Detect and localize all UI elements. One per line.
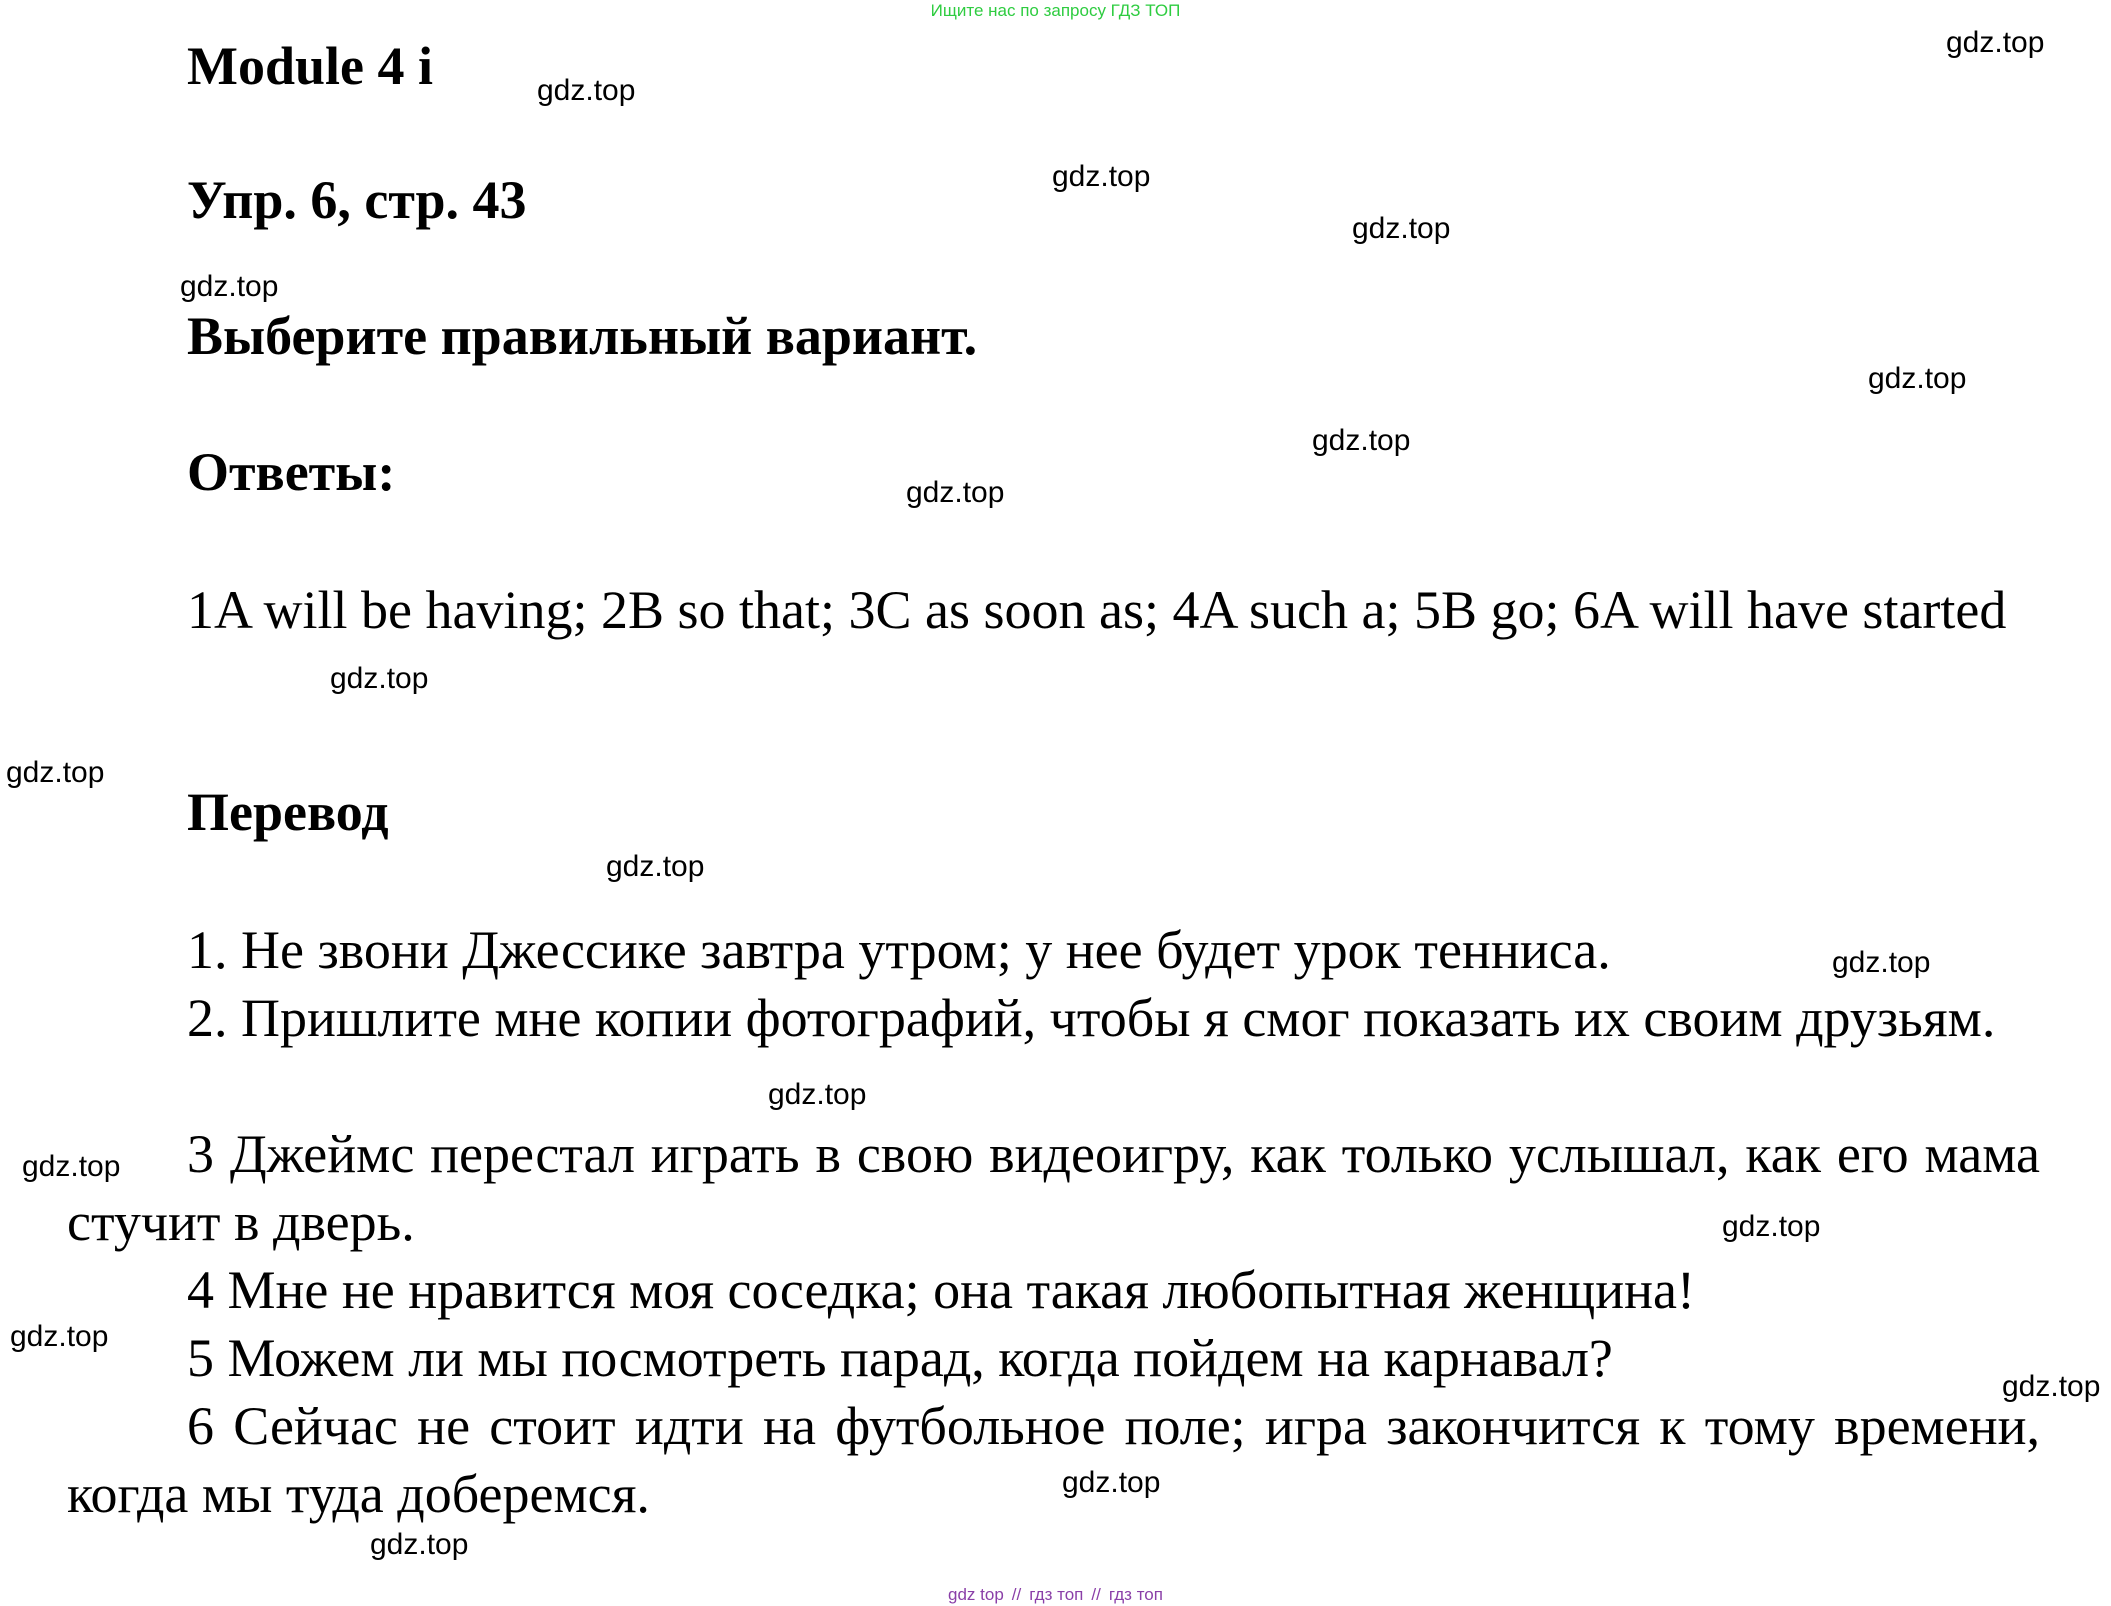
watermark: gdz.top	[1868, 362, 1967, 395]
watermark: gdz.top	[1312, 424, 1411, 457]
bottom-banner	[0, 1584, 2111, 1606]
watermark: gdz.top	[180, 270, 279, 303]
bottom-banner-separator: //	[1011, 1585, 1022, 1604]
watermark: gdz.top	[22, 1150, 121, 1183]
watermark: gdz.top	[768, 1078, 867, 1111]
watermark: gdz.top	[2002, 1370, 2101, 1403]
exercise-title: Упр. 6, стр. 43	[187, 170, 527, 230]
watermark: gdz.top	[330, 662, 429, 695]
watermark: gdz.top	[1832, 946, 1931, 979]
watermark: gdz.top	[370, 1528, 469, 1561]
watermark: gdz.top	[6, 756, 105, 789]
instruction: Выберите правильный вариант.	[187, 306, 978, 366]
watermark: gdz.top	[606, 850, 705, 883]
bottom-banner-text: гдз топ	[1108, 1585, 1163, 1604]
watermark: gdz.top	[1946, 26, 2045, 59]
bottom-banner-separator: //	[1091, 1585, 1101, 1604]
watermark: gdz.top	[1052, 160, 1151, 193]
watermark: gdz.top	[906, 476, 1005, 509]
watermark: gdz.top	[1352, 212, 1451, 245]
translation-line: 1. Не звони Джессике завтра утром; у нее будет урок тенниса.	[187, 920, 1611, 980]
translation-line: 5 Можем ли мы посмотреть парад, когда пойдем на карнавал?	[187, 1328, 1613, 1388]
watermark: gdz.top	[10, 1320, 109, 1353]
bottom-banner-text: гдз топ	[1029, 1585, 1084, 1604]
watermark: gdz.top	[1722, 1210, 1821, 1243]
translation-heading: Перевод	[187, 782, 389, 842]
translation-line: 6 Сейчас не стоит идти на футбольное поле; игра закончится к тому времени, когда мы туда доберемся.	[67, 1396, 2040, 1524]
module-title: Module 4 i	[187, 36, 434, 96]
translation-line: 4 Мне не нравится моя соседка; она такая любопытная женщина!	[187, 1260, 1695, 1320]
watermark: gdz.top	[537, 74, 636, 107]
translation-line: 2. Пришлите мне копии фотографий, чтобы я смог показать их своим друзьям.	[187, 988, 1996, 1048]
top-banner: Ищите нас по запросу ГДЗ ТОП	[930, 1, 1181, 20]
answers-text: 1A will be having; 2B so that; 3C as soon as; 4A such a; 5B go; 6A will have started	[187, 580, 2007, 640]
answers-heading: Ответы:	[187, 442, 396, 502]
translation-line: 3 Джеймс перестал играть в свою видеоигру, как только услышал, как его мама стучит в дверь.	[67, 1124, 2040, 1252]
bottom-banner-text: gdz top	[948, 1585, 1004, 1604]
watermark: gdz.top	[1062, 1466, 1161, 1499]
